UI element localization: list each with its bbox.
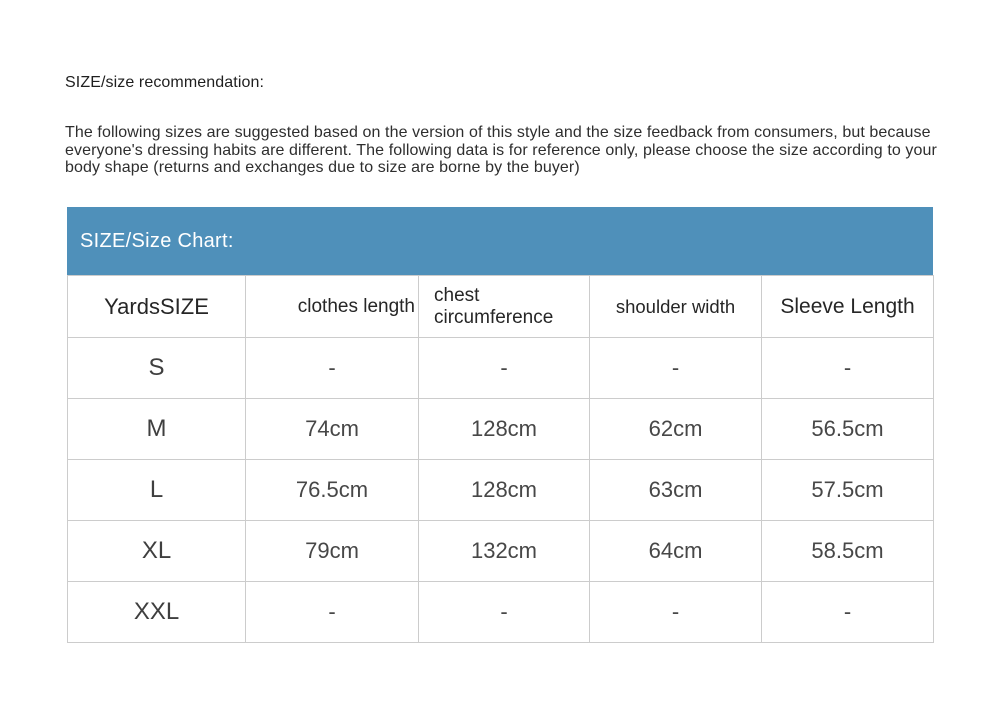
table-cell-value: 63cm [590,460,762,521]
table-row-m [68,399,934,460]
table-cell-size: XXL [68,582,246,643]
header-cell-yards-size: YardsSIZE [68,276,246,338]
table-cell-value: 64cm [590,521,762,582]
table-cell-value: - [590,582,762,643]
header-cell-shoulder-width: shoulder width [590,276,762,338]
table-cell-value: 128cm [419,460,590,521]
table-header-row [68,276,934,338]
size-table [67,275,934,643]
table-cell-value: 56.5cm [762,399,934,460]
table-cell-value: - [419,582,590,643]
table-row-xxl [68,582,934,643]
table-cell-value: - [762,582,934,643]
table-cell-value: 58.5cm [762,521,934,582]
table-row-xl [68,521,934,582]
table-cell-value: 76.5cm [246,460,419,521]
table-cell-value: 57.5cm [762,460,934,521]
page-title: SIZE/size recommendation: [65,74,265,91]
table-cell-value: 74cm [246,399,419,460]
table-cell-value: - [246,582,419,643]
table-cell-value: - [590,338,762,399]
description-paragraph: The following sizes are suggested based on the version of this style and the size feedback from consumers, but because everyone's dressing habits are different. The following data is for reference only, please choose the size according to your body shape (returns and exchanges due to size are borne by the buyer) [65,124,937,176]
header-cell-chest-circumference: chest circumference [419,276,590,338]
table-cell-size: S [68,338,246,399]
table-cell-size: L [68,460,246,521]
table-cell-value: 62cm [590,399,762,460]
table-cell-value: - [246,338,419,399]
header-cell-sleeve-length: Sleeve Length [762,276,934,338]
table-cell-value: 128cm [419,399,590,460]
table-row-l [68,460,934,521]
table-cell-value: 132cm [419,521,590,582]
size-chart-banner [67,207,933,275]
header-cell-clothes-length: clothes length [246,276,419,338]
table-cell-value: - [762,338,934,399]
size-chart-banner-title: SIZE/Size Chart: [80,229,234,252]
table-cell-value: 79cm [246,521,419,582]
table-cell-value: - [419,338,590,399]
table-cell-size: XL [68,521,246,582]
table-row-s [68,338,934,399]
table-cell-size: M [68,399,246,460]
